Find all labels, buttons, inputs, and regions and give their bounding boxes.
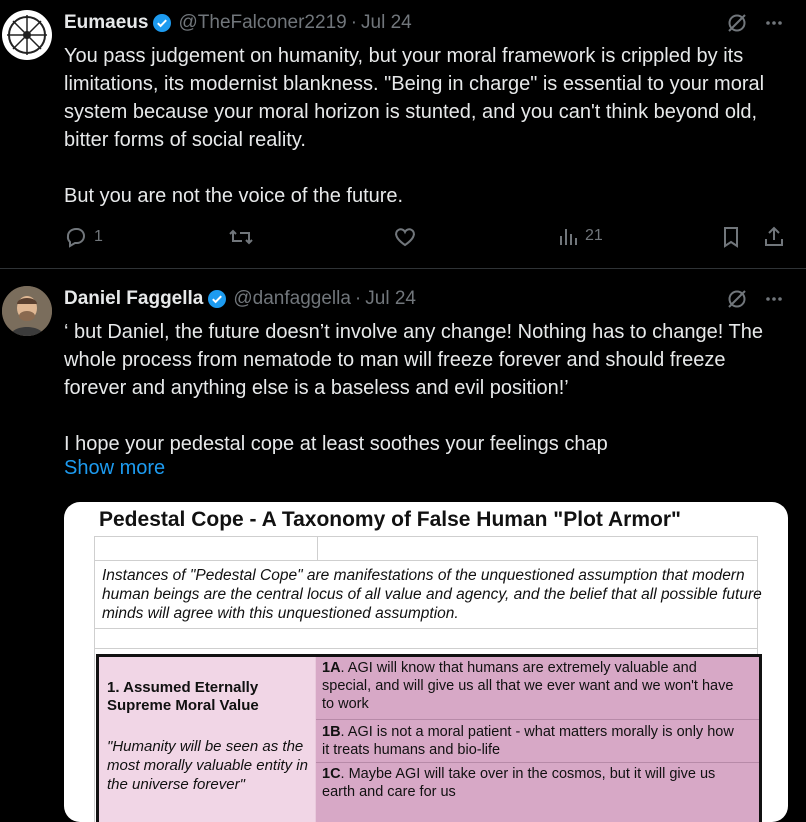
tweet-date[interactable]: Jul 24	[365, 288, 416, 309]
item-divider	[316, 719, 759, 720]
grid-line	[317, 536, 318, 560]
verified-badge-icon	[207, 289, 227, 309]
views-count: 21	[585, 227, 603, 244]
show-more-link[interactable]: Show more	[64, 457, 166, 479]
bookmark-icon	[720, 225, 742, 249]
action-bar	[64, 225, 792, 255]
repost-button[interactable]	[228, 225, 254, 249]
handle[interactable]: @danfaggella	[233, 288, 351, 309]
views-button[interactable]	[557, 225, 603, 247]
avatar-eumaeus[interactable]	[2, 10, 52, 60]
tweet-date[interactable]: Jul 24	[361, 12, 412, 33]
separator-dot: ·	[350, 12, 358, 33]
category-heading: 1. Assumed Eternally Supreme Moral Value	[107, 679, 259, 714]
separator-dot: ·	[354, 288, 362, 309]
tweet-paragraph: ‘ but Daniel, the future doesn’t involve any change! Nothing has to change! The whole process from nematode to man will freeze forever and should freeze forever and anything else is a baseless and evil position!’	[64, 321, 763, 399]
item-divider	[316, 762, 759, 763]
bookmark-button[interactable]	[720, 225, 742, 249]
taxonomy-item	[322, 765, 742, 801]
grid-line	[94, 628, 758, 629]
grid-line	[94, 648, 758, 649]
tweet-text	[64, 42, 792, 210]
reply-count: 1	[94, 228, 103, 245]
tweet-text	[64, 318, 792, 458]
item-text: . AGI will know that humans are extremely valuable and special, and will give us all that we ever want and we won't have to work	[322, 660, 734, 712]
share-button[interactable]	[762, 225, 786, 249]
items-cell	[316, 657, 759, 822]
taxonomy-item	[322, 723, 742, 759]
tweet-eumaeus[interactable]	[0, 0, 806, 262]
verified-badge-icon	[152, 13, 172, 33]
more-icon[interactable]	[764, 289, 784, 314]
item-id: 1B	[322, 724, 341, 740]
handle[interactable]: @TheFalconer2219	[178, 12, 347, 33]
tweet-media-image[interactable]	[64, 502, 788, 822]
item-id: 1C	[322, 766, 341, 782]
reply-icon	[64, 225, 88, 249]
item-text: . AGI is not a moral patient - what matters morally is only how it treats humans and bio-life	[322, 724, 734, 758]
tweet-paragraph: But you are not the voice of the future.	[64, 185, 404, 207]
taxonomy-item	[322, 659, 742, 713]
item-id: 1A	[322, 660, 341, 676]
like-icon	[393, 225, 417, 249]
display-name[interactable]: Daniel Faggella	[64, 288, 204, 309]
avatar-daniel-faggella[interactable]	[2, 286, 52, 336]
grok-icon[interactable]	[726, 12, 748, 39]
reply-button[interactable]	[64, 225, 103, 249]
display-name[interactable]: Eumaeus	[64, 12, 149, 33]
grid-line	[94, 536, 95, 822]
grid-line	[94, 560, 758, 561]
more-icon[interactable]	[764, 13, 784, 38]
tweet-paragraph: You pass judgement on humanity, but your moral framework is crippled by its limitations, its modernist blankness. "Being in charge" is essential to your moral system because your moral horizon is stunted, and you can't think beyond old, bitter forms of social reality.	[64, 45, 765, 151]
category-cell	[99, 657, 315, 822]
media-intro: Instances of "Pedestal Cope" are manifestations of the unquestioned assumption that modern human beings are the central locus of all value and agency, and the belief that all possible future minds will agree with this unquestioned assumption.	[102, 567, 762, 622]
category-quote: "Humanity will be seen as the most morally valuable entity in the universe forever"	[107, 738, 308, 793]
media-title: Pedestal Cope - A Taxonomy of False Human "Plot Armor"	[99, 508, 681, 531]
like-button[interactable]	[393, 225, 417, 249]
taxonomy-table	[96, 654, 762, 822]
views-icon	[557, 225, 579, 247]
grok-icon[interactable]	[726, 288, 748, 315]
grid-line	[94, 536, 758, 537]
tweet-paragraph: I hope your pedestal cope at least soothes your feelings chap	[64, 433, 608, 455]
share-icon	[762, 225, 786, 249]
item-text: . Maybe AGI will take over in the cosmos, but it will give us earth and care for us	[322, 766, 716, 800]
repost-icon	[228, 225, 254, 249]
tweet-divider	[0, 268, 806, 269]
